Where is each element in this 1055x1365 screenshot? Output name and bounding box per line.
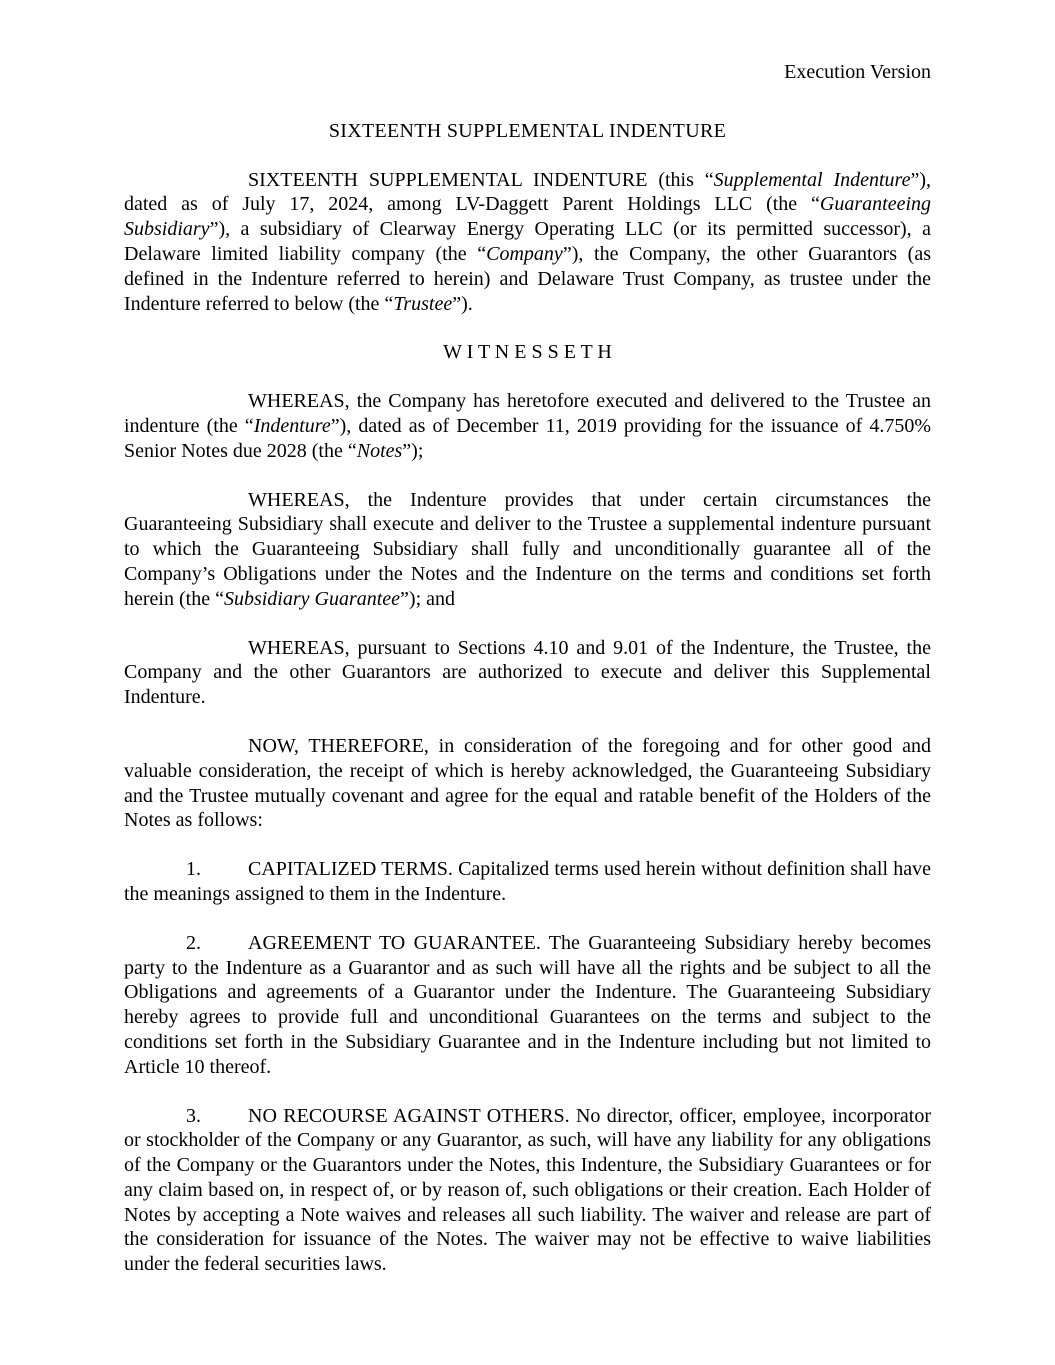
text-segment: AGREEMENT TO GUARANTEE. The Guaranteeing Subsidiary hereby becomes party to the Indenture as a Guarantor and as such will have all the rights and be subject to all the Obligations and agreements of a Guarantor under the Indenture. The Guaranteeing Subsidiary hereby agrees to provide full and unconditional Guarantees on the terms and subject to the conditions set forth in the Subsidiary Guarantee and in the Indenture including but not limited to Article 10 thereof. (124, 931, 931, 1078)
paragraph-number: 1. (186, 858, 201, 881)
paragraph-number: 2. (186, 931, 201, 954)
paragraph-number: 3. (186, 1104, 201, 1127)
text-segment: CAPITALIZED TERMS. Capitalized terms used herein without definition shall have the meanings assigned to them in the Indenture. (124, 858, 931, 905)
now-therefore-paragraph (124, 734, 931, 833)
section-1-capitalized-terms (124, 857, 931, 907)
text-segment: ”), a subsidiary of Clearway Energy Operating LLC (or its permitted successor), a Delaware limited liability company (the “ (124, 218, 931, 265)
defined-term: Guaranteeing Subsidiary (124, 193, 931, 241)
defined-term: Notes (356, 439, 403, 462)
section-2-agreement-to-guarantee (124, 931, 931, 1080)
text-segment: ”); (402, 439, 424, 462)
text-segment: ”), the Company, the other Guarantors (as defined in the Indenture referred to herein) and Delaware Trust Company, as trustee under the Indenture referred to below (the “ (124, 242, 931, 315)
whereas-paragraph-1 (124, 389, 931, 463)
text-segment: WHEREAS, the Company has heretofore executed and delivered to the Trustee an indenture (the “ (124, 390, 931, 437)
text-segment: WHEREAS, pursuant to Sections 4.10 and 9.01 of the Indenture, the Trustee, the Company and the other Guarantors are authorized to execute and deliver this Supplemental Indenture. (124, 636, 931, 709)
defined-term: Supplemental Indenture (713, 168, 911, 191)
whereas-paragraph-3 (124, 636, 931, 710)
text-segment: ”), dated as of December 11, 2019 providing for the issuance of 4.750% Senior Notes due 2028 (the “ (124, 414, 931, 462)
text-segment: ”). (452, 292, 473, 315)
text-segment: NOW, THEREFORE, in consideration of the foregoing and for other good and valuable consideration, the receipt of which is hereby acknowledged, the Guaranteeing Subsidiary and the Trustee mutually covenant and agree for the equal and ratable benefit of the Holders of the Notes as follows: (124, 734, 931, 832)
defined-term: Trustee (393, 292, 453, 315)
document-title: SIXTEENTH SUPPLEMENTAL INDENTURE (328, 119, 727, 142)
section-3-no-recourse-against-others (124, 1104, 931, 1278)
defined-term: Indenture (253, 414, 331, 437)
text-segment: ”), dated as of July 17, 2024, among LV-Daggett Parent Holdings LLC (the “ (124, 168, 931, 216)
defined-term: Company (486, 242, 563, 265)
text-segment: ”); and (400, 587, 456, 610)
preamble-paragraph (124, 168, 931, 317)
whereas-paragraph-2 (124, 488, 931, 612)
document-body (124, 168, 931, 1277)
text-segment: NO RECOURSE AGAINST OTHERS. No director, officer, employee, incorporator or stockholder of the Company or any Guarantor, as such, will have any liability for any obligations of the Company or the Guarantors under the Notes, this Indenture, the Subsidiary Guarantees or for any claim based on, in respect of, or by reason of, such obligations or their creation. Each Holder of Notes by accepting a Note waives and releases all such liability. The waiver and release are part of the consideration for issuance of the Notes. The waiver may not be effective to waive liabilities under the federal securities laws. (124, 1104, 931, 1276)
text-segment: SIXTEENTH SUPPLEMENTAL INDENTURE (this “ (248, 168, 714, 191)
defined-term: Subsidiary Guarantee (223, 587, 401, 610)
witnesseth-heading (124, 340, 931, 365)
execution-version-label: Execution Version (784, 61, 931, 83)
text-segment: W I T N E S S E T H (443, 341, 612, 364)
text-segment: WHEREAS, the Indenture provides that under certain circumstances the Guaranteeing Subsidiary shall execute and deliver to the Trustee a supplemental indenture pursuant to which the Guaranteeing Subsidiary shall fully and unconditionally guarantee all of the Company’s Obligations under the Notes and the Indenture on the terms and conditions set forth herein (the “ (124, 488, 931, 610)
